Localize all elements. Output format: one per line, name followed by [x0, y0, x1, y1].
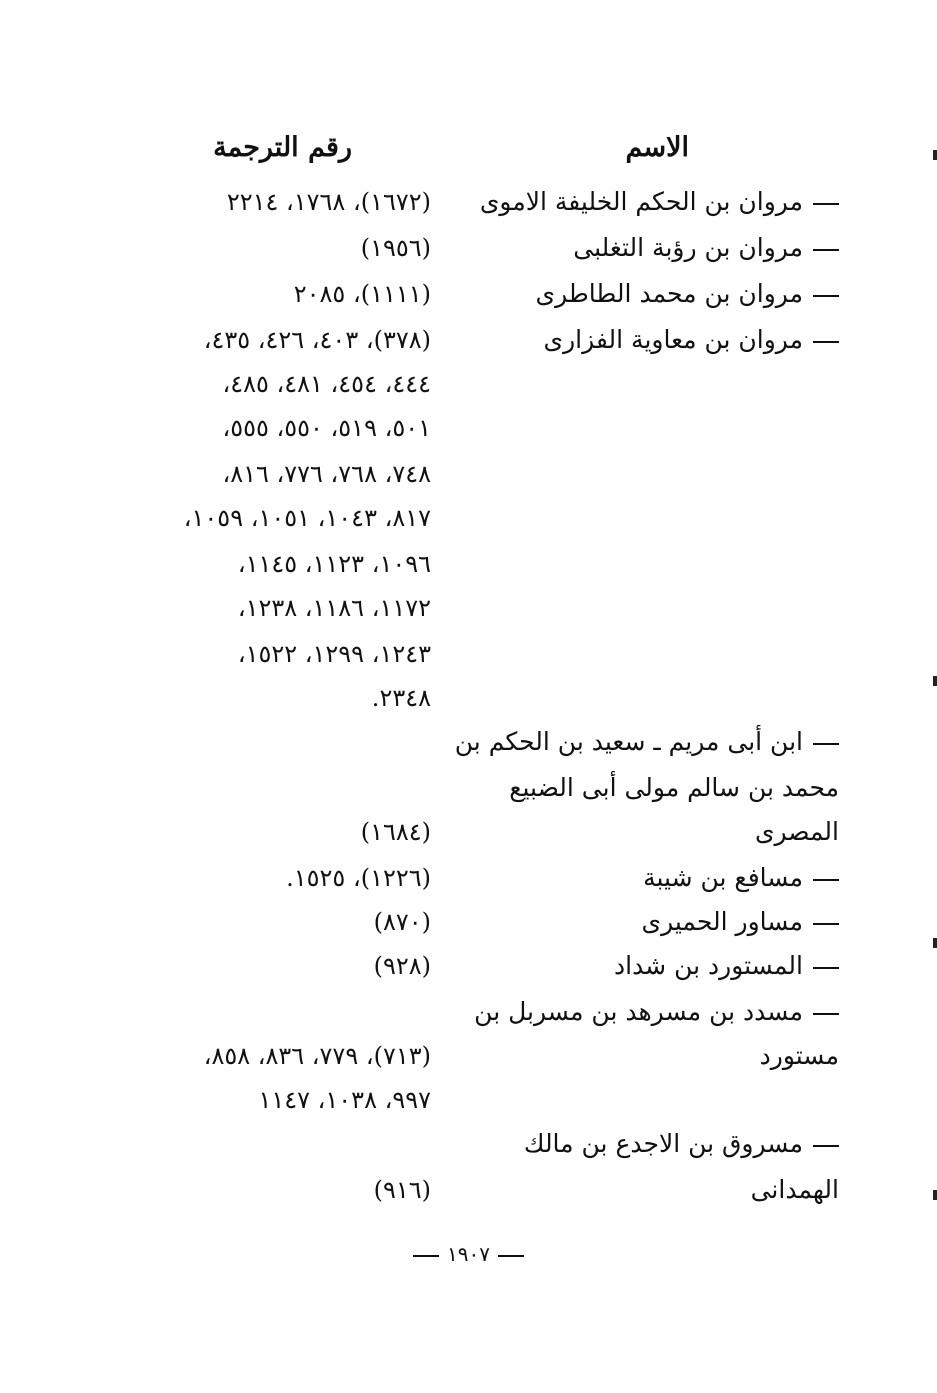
- entry-name-text: مسروق بن الاجدع بن مالك: [523, 1129, 803, 1158]
- entry-name: [439, 944, 839, 988]
- entry-name-text: المصرى: [754, 817, 839, 846]
- entry-name: [439, 272, 839, 316]
- index-row: [0, 856, 937, 902]
- index-row: [0, 676, 937, 722]
- entry-dash: [813, 923, 839, 925]
- index-row: [0, 1168, 937, 1214]
- index-row: [0, 362, 937, 408]
- entry-name: [439, 1168, 839, 1212]
- entry-name: [439, 766, 839, 810]
- index-row: [0, 542, 937, 588]
- edge-mark: [933, 676, 937, 686]
- entry-name: [439, 810, 839, 854]
- entry-dash: [813, 341, 839, 343]
- entry-dash: [813, 295, 839, 297]
- index-row: [0, 318, 937, 364]
- edge-mark: [933, 938, 937, 948]
- entry-numbers: ٧٤٨، ٧٦٨، ٧٧٦، ٨١٦،: [222, 460, 431, 488]
- entry-name: [439, 856, 839, 900]
- entry-name-text: مساور الحميرى: [641, 907, 803, 936]
- entry-dash: [813, 967, 839, 969]
- footer-dash-left: [498, 1255, 524, 1257]
- entry-numbers: ٨١٧، ١٠٤٣، ١٠٥١، ١٠٥٩،: [183, 504, 431, 532]
- entry-numbers: (٩١٦): [373, 1176, 431, 1204]
- index-row: [0, 180, 937, 226]
- index-row: [0, 632, 937, 678]
- edge-mark: [933, 150, 937, 160]
- entry-numbers: (٨٧٠): [373, 908, 431, 936]
- entry-numbers: (١٢٢٦)، ١٥٢٥.: [286, 864, 431, 892]
- entry-numbers: ١٠٩٦، ١١٢٣، ١١٤٥،: [237, 550, 431, 578]
- entry-dash: [813, 1145, 839, 1147]
- entry-name: [439, 720, 839, 764]
- entry-name-text: الهمدانى: [750, 1175, 839, 1204]
- entry-name-text: مروان بن رؤبة التغلبى: [573, 233, 803, 262]
- entry-numbers: ٤٤٤، ٤٥٤، ٤٨١، ٤٨٥،: [222, 370, 431, 398]
- entry-name-text: مروان بن معاوية الفزارى: [543, 325, 803, 354]
- index-row: [0, 810, 937, 856]
- index-row: [0, 720, 937, 766]
- entry-name: [439, 900, 839, 944]
- entry-name-text: مسافع بن شيبة: [643, 863, 803, 892]
- entry-name: [439, 1122, 839, 1166]
- entry-numbers: (١٩٥٦): [360, 234, 431, 262]
- number-column-header: رقم الترجمة: [213, 132, 352, 163]
- entry-name-text: ابن أبى مريم ـ سعيد بن الحكم بن: [454, 727, 803, 756]
- index-row: [0, 272, 937, 318]
- entry-name-text: مسدد بن مسرهد بن مسربل بن: [474, 997, 803, 1026]
- index-row: [0, 900, 937, 946]
- index-row: [0, 1034, 937, 1080]
- entry-name: [439, 318, 839, 362]
- index-row: [0, 1078, 937, 1124]
- entry-dash: [813, 879, 839, 881]
- entry-dash: [813, 249, 839, 251]
- entry-numbers: ٩٩٧، ١٠٣٨، ١١٤٧: [258, 1086, 431, 1114]
- entry-name: [439, 990, 839, 1034]
- entry-name: [439, 180, 839, 224]
- index-row: [0, 586, 937, 632]
- entry-numbers: (١١١١)، ٢٠٨٥: [293, 280, 431, 308]
- entry-numbers: (٩٢٨): [373, 952, 431, 980]
- entry-numbers: (٧١٣)، ٧٧٩، ٨٣٦، ٨٥٨،: [203, 1042, 431, 1070]
- index-row: [0, 406, 937, 452]
- footer-dash-right: [413, 1255, 439, 1257]
- entry-name-text: مروان بن محمد الطاطرى: [535, 279, 803, 308]
- index-row: [0, 496, 937, 542]
- name-column-header: الاسم: [625, 132, 689, 163]
- entry-numbers: (٣٧٨)، ٤٠٣، ٤٢٦، ٤٣٥،: [203, 326, 431, 354]
- entry-numbers: (١٦٨٤): [360, 818, 431, 846]
- index-row: [0, 766, 937, 812]
- entry-numbers: ٥٠١، ٥١٩، ٥٥٠، ٥٥٥،: [222, 414, 431, 442]
- page-footer: [0, 1242, 937, 1266]
- entry-dash: [813, 743, 839, 745]
- entry-numbers: ١٢٤٣، ١٢٩٩، ١٥٢٢،: [237, 640, 431, 668]
- entry-dash: [813, 203, 839, 205]
- entry-name: [439, 226, 839, 270]
- index-row: [0, 990, 937, 1036]
- index-row: [0, 452, 937, 498]
- entry-numbers: (١٦٧٢)، ١٧٦٨، ٢٢١٤: [226, 188, 431, 216]
- index-row: [0, 1122, 937, 1168]
- entry-dash: [813, 1013, 839, 1015]
- entry-numbers: ١١٧٢، ١١٨٦، ١٢٣٨،: [237, 594, 431, 622]
- page-number: ١٩٠٧: [447, 1242, 490, 1266]
- entry-name: [439, 1034, 839, 1078]
- index-row: [0, 944, 937, 990]
- entry-name-text: محمد بن سالم مولى أبى الضبيع: [509, 773, 839, 802]
- edge-mark: [933, 1190, 937, 1200]
- index-row: [0, 226, 937, 272]
- entry-numbers: ٢٣٤٨.: [371, 684, 431, 712]
- entry-name-text: المستورد بن شداد: [613, 951, 803, 980]
- entry-name-text: مستورد: [759, 1041, 839, 1070]
- entry-name-text: مروان بن الحكم الخليفة الاموى: [479, 187, 803, 216]
